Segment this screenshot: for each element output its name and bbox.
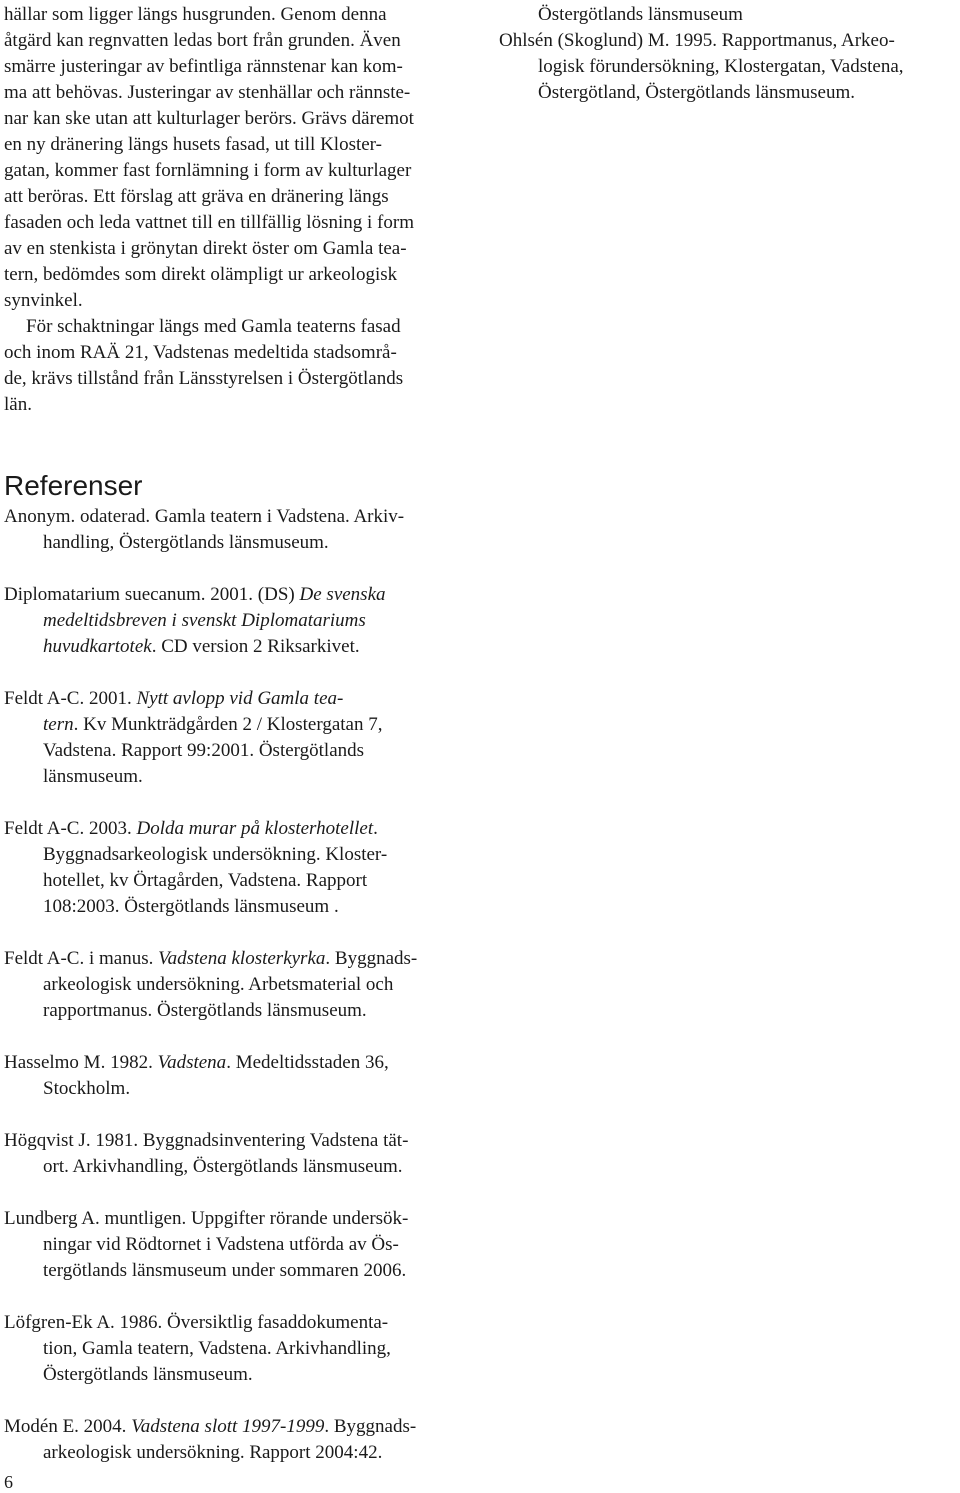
reference-text: Löfgren-Ek A. 1986. Översiktlig fasaddokumenta- [4, 1312, 389, 1333]
reference-continuation [499, 2, 959, 106]
reference-line [4, 582, 474, 608]
reference-text: . Byggnads- [324, 1416, 417, 1437]
reference-line [4, 1336, 474, 1362]
reference-text: . CD version 2 Riksarkivet. [151, 636, 360, 657]
reference-text: arkeologisk undersökning. Arbetsmaterial och [43, 974, 394, 995]
reference-title: Vadstena [157, 1052, 227, 1073]
reference-title: Nytt avlopp vid Gamla tea- [136, 688, 344, 709]
reference-line [4, 1362, 474, 1388]
reference-line [4, 998, 474, 1024]
reference-text: tergötlands länsmuseum under sommaren 2006. [43, 1260, 407, 1281]
text-line: nar kan ske utan att kulturlager berörs. Grävs däremot [4, 108, 414, 129]
reference-line [4, 1206, 474, 1232]
text-line: gatan, kommer fast fornlämning i form av kulturlager [4, 160, 412, 181]
reference-line [4, 816, 474, 842]
reference-item [4, 504, 474, 556]
reference-line [4, 1050, 474, 1076]
reference-text: Högqvist J. 1981. Byggnadsinventering Vadstena tät- [4, 1130, 409, 1151]
text-line: logisk förundersökning, Klostergatan, Vadstena, [538, 56, 904, 77]
reference-item [4, 582, 474, 660]
reference-text: Östergötlands länsmuseum. [43, 1364, 253, 1385]
reference-text: . Medeltidsstaden 36, [226, 1052, 389, 1073]
reference-text: Vadstena. Rapport 99:2001. Östergötlands [43, 740, 365, 761]
reference-item [4, 946, 474, 1024]
reference-line [4, 1154, 474, 1180]
page-number: 6 [4, 1472, 13, 1492]
text-line: Östergötlands länsmuseum [538, 4, 743, 25]
reference-text: rapportmanus. Östergötlands länsmuseum. [43, 1000, 367, 1021]
reference-line [4, 504, 474, 530]
text-line: fasaden och leda vattnet till en tillfällig lösning i form [4, 212, 414, 233]
text-line: hällar som ligger längs husgrunden. Genom denna [4, 4, 387, 25]
reference-item [4, 1050, 474, 1102]
reference-line [4, 1258, 474, 1284]
text-line: de, krävs tillstånd från Länsstyrelsen i Östergötlands [4, 368, 404, 389]
references-heading: Referenser [4, 470, 143, 501]
reference-text: Anonym. odaterad. Gamla teatern i Vadstena. Arkiv- [4, 506, 405, 527]
references-section [4, 469, 474, 1492]
right-column [499, 2, 959, 106]
reference-line [4, 1310, 474, 1336]
text-line: en ny dränering längs husets fasad, ut till Kloster- [4, 134, 382, 155]
reference-item [4, 1128, 474, 1180]
reference-text: Feldt A-C. i manus. [4, 948, 159, 969]
reference-text: Byggnadsarkeologisk undersökning. Kloster- [43, 844, 388, 865]
reference-title: Vadstena klosterkyrka [158, 948, 326, 969]
reference-text: 108:2003. Östergötlands länsmuseum . [43, 896, 339, 917]
reference-text: hotellet, kv Örtagården, Vadstena. Rapport [43, 870, 368, 891]
reference-line [4, 842, 474, 868]
reference-title: medeltidsbreven i svenskt Diplomatariums [43, 610, 366, 631]
reference-line [4, 946, 474, 972]
reference-text: ort. Arkivhandling, Östergötlands länsmuseum. [43, 1156, 403, 1177]
reference-text: ningar vid Rödtornet i Vadstena utförda av Ös- [43, 1234, 399, 1255]
reference-text: tion, Gamla teatern, Vadstena. Arkivhandling, [43, 1338, 391, 1359]
reference-text: . Kv Munkträdgården 2 / Klostergatan 7, [73, 714, 383, 735]
reference-line [4, 634, 474, 660]
reference-line [4, 686, 474, 712]
reference-line [4, 868, 474, 894]
text-line: tern, bedömdes som direkt olämpligt ur arkeologisk [4, 264, 398, 285]
reference-line [4, 1232, 474, 1258]
text-line: län. [4, 394, 32, 415]
reference-line [4, 1440, 474, 1466]
reference-text: arkeologisk undersökning. Rapport 2004:42. [43, 1442, 383, 1463]
paragraph-2 [4, 314, 474, 418]
reference-list [4, 504, 474, 1466]
reference-text: länsmuseum. [43, 766, 143, 787]
reference-text: Feldt A-C. 2003. [4, 818, 137, 839]
reference-text: Stockholm. [43, 1078, 131, 1099]
reference-title: tern [43, 714, 74, 735]
reference-line [4, 1128, 474, 1154]
reference-text: Feldt A-C. 2001. [4, 688, 137, 709]
paragraph-1 [4, 2, 474, 314]
text-line: För schaktningar längs med Gamla teaterns fasad [26, 316, 401, 337]
reference-line [4, 1414, 474, 1440]
reference-title: Dolda murar på klosterhotellet [136, 818, 374, 839]
reference-line [4, 608, 474, 634]
reference-item [4, 1310, 474, 1388]
reference-title: huvudkartotek [43, 636, 152, 657]
reference-text: handling, Östergötlands länsmuseum. [43, 532, 329, 553]
text-line: synvinkel. [4, 290, 83, 311]
reference-text: Diplomatarium suecanum. 2001. (DS) [4, 584, 300, 605]
text-line: och inom RAÄ 21, Vadstenas medeltida stadsområ- [4, 342, 397, 363]
text-line: Östergötland, Östergötlands länsmuseum. [538, 82, 855, 103]
text-line: att beröras. Ett förslag att gräva en dränering längs [4, 186, 389, 207]
reference-line [4, 894, 474, 920]
reference-title: De svenska [299, 584, 386, 605]
reference-text: Lundberg A. muntligen. Uppgifter rörande undersök- [4, 1208, 409, 1229]
body-text [4, 2, 474, 418]
reference-text: . [373, 818, 378, 839]
reference-line [4, 972, 474, 998]
reference-title: Vadstena slott 1997-1999 [131, 1416, 325, 1437]
reference-item [4, 686, 474, 790]
text-line: smärre justeringar av befintliga rännstenar kan kom- [4, 56, 403, 77]
reference-line [4, 530, 474, 556]
reference-text: Hasselmo M. 1982. [4, 1052, 158, 1073]
reference-line [4, 738, 474, 764]
reference-text: . Byggnads- [325, 948, 418, 969]
text-line: av en stenkista i grönytan direkt öster om Gamla tea- [4, 238, 407, 259]
reference-item [4, 816, 474, 920]
text-line: ma att behövas. Justeringar av stenhällar och rännste- [4, 82, 411, 103]
reference-line [4, 1076, 474, 1102]
reference-line [4, 712, 474, 738]
text-line: åtgärd kan regnvatten ledas bort från grunden. Även [4, 30, 401, 51]
reference-item [4, 1414, 474, 1466]
reference-line [4, 764, 474, 790]
reference-item [4, 1206, 474, 1284]
text-line: Ohlsén (Skoglund) M. 1995. Rapportmanus, Arkeo- [499, 30, 895, 51]
reference-text: Modén E. 2004. [4, 1416, 132, 1437]
